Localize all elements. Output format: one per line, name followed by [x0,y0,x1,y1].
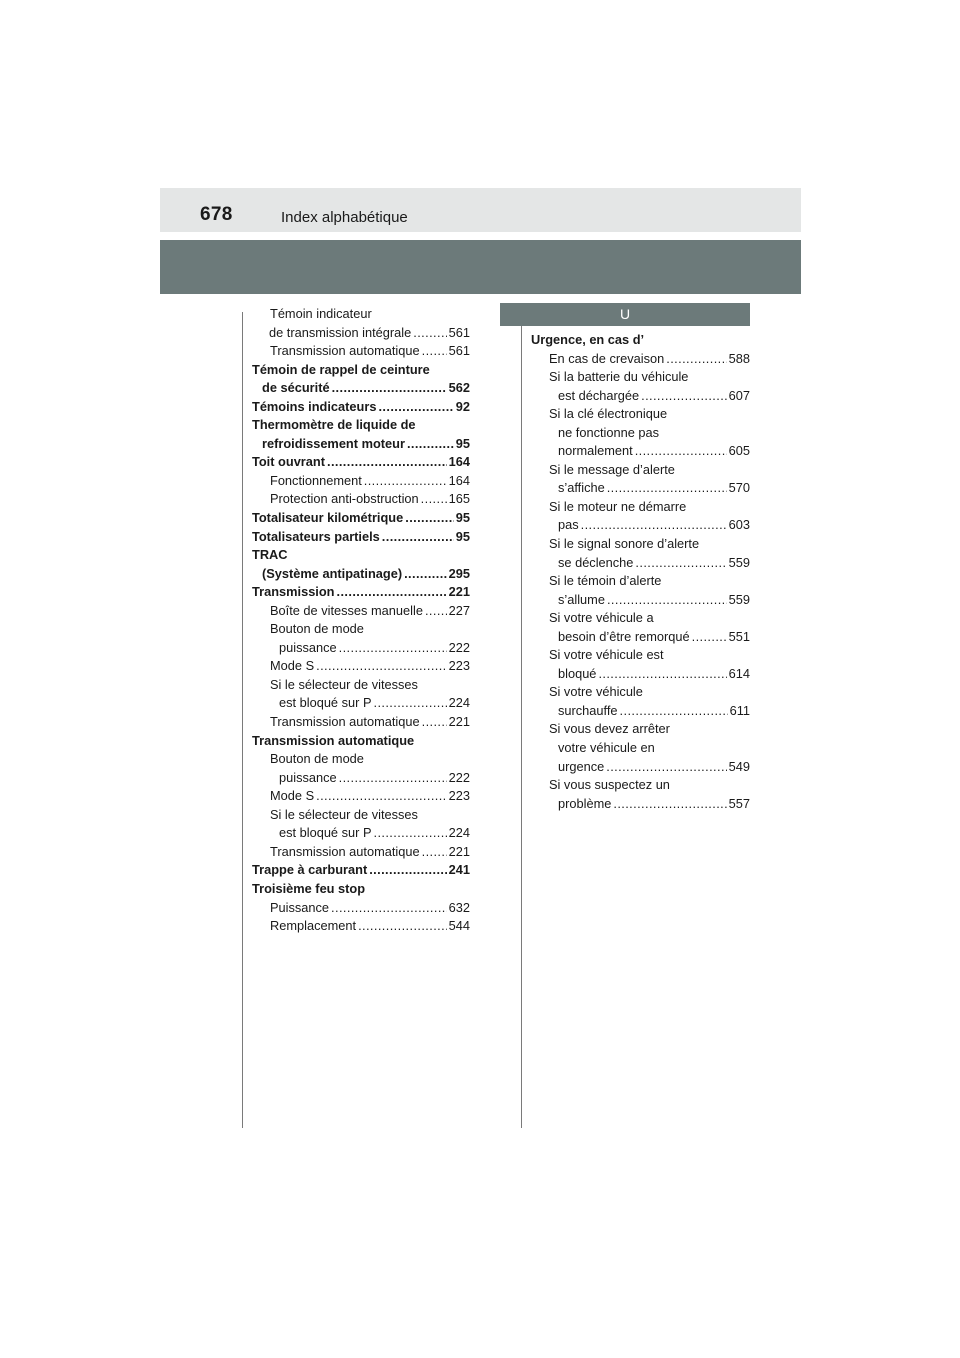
title-bar [160,240,801,294]
index-entry-page: 222 [448,769,470,785]
index-entry [531,646,750,665]
dot-leader [404,565,447,584]
index-entry-text: Protection anti-obstruction [270,491,419,507]
page-number: 678 [200,204,233,225]
index-entry [252,528,470,547]
index-entry [252,732,470,751]
dot-leader [422,843,447,862]
dot-leader [692,628,727,647]
index-entry-page: 551 [728,628,750,644]
index-entry [252,565,470,584]
index-entry-text: Transmission automatique [270,343,420,359]
index-entry-text: Boîte de vitesses manuelle [270,602,423,618]
dot-leader [405,509,454,528]
index-entry-text: Remplacement [270,918,357,934]
index-entry-text: Si le signal sonore d’alerte [549,536,700,552]
index-entry [252,750,470,769]
dot-leader [598,665,726,684]
index-entry-text: est bloqué sur P [279,695,372,711]
index-entry-text: Si votre véhicule a [549,610,654,626]
index-entry [252,899,470,918]
index-entry [252,324,470,343]
index-entry-text: s’allume [558,591,605,607]
index-entry [252,379,470,398]
index-entry-text: Puissance [270,899,330,915]
index-entry [252,546,470,565]
index-entry-page: 224 [448,695,470,711]
index-entry-page: 544 [448,918,470,934]
index-entry-page: 549 [728,758,750,774]
index-entry-text: Témoins indicateurs [252,398,377,414]
index-entry-page: 221 [448,843,470,859]
dot-leader [358,917,447,936]
index-entry-text: Si le moteur ne démarre [549,498,687,514]
index-entry-text: ne fonctionne pas [558,424,660,440]
dot-leader [407,435,454,454]
index-entry-text: est déchargée [558,387,640,403]
dot-leader [421,490,447,509]
index-entry-text: Témoin de rappel de ceinture [252,361,430,377]
index-entry-page: 95 [455,510,470,526]
index-entry-page: 559 [728,554,750,570]
dot-leader [339,769,447,788]
index-entry-text: s’affiche [558,480,605,496]
dot-leader [373,824,446,843]
index-entry-text: refroidissement moteur [262,435,405,451]
index-entry-text: Si le sélecteur de vitesses [270,806,418,822]
index-entry-text: Témoin indicateur [270,306,372,321]
left-column-rule [242,312,243,1128]
index-entry-text: Fonctionnement [270,472,362,488]
index-entry-page: 221 [448,584,470,600]
index-entry-page: 561 [448,324,470,340]
index-entry-text: votre véhicule en [558,740,655,756]
index-entry-text: Transmission automatique [252,732,415,748]
index-entry [252,713,470,732]
dot-leader [425,602,447,621]
index-entry [531,776,750,795]
index-entry [531,461,750,480]
dot-leader [332,379,447,398]
index-entry [252,509,470,528]
dot-leader [422,713,447,732]
dot-leader [635,442,727,461]
index-entry [252,602,470,621]
right-column-rule [521,312,522,1128]
index-entry-text: Totalisateurs partiels [252,528,380,544]
index-entry [252,490,470,509]
index-entry-text: Trappe à carburant [252,862,368,878]
index-entry [531,554,750,573]
index-entry [531,535,750,554]
index-entry-text: Mode S [270,788,315,804]
dot-leader [422,342,447,361]
index-entry-page: 223 [448,788,470,804]
index-entry [531,387,750,406]
index-entry-text: Si vous suspectez un [549,777,670,793]
index-entry [531,350,750,369]
index-entry-text: Totalisateur kilométrique [252,510,404,526]
index-entry-text: En cas de crevaison [549,350,665,366]
index-entry [252,398,470,417]
dot-leader [382,528,454,547]
index-entry-page: 570 [728,480,750,496]
dot-leader [666,350,726,369]
index-entry-text: besoin d’être remorqué [558,628,690,644]
index-entry [252,435,470,454]
index-entry-page: 227 [448,602,470,618]
letter-heading: U [500,303,750,326]
index-entry-text: Si le message d’alerte [549,461,675,477]
index-entry-page: 557 [728,795,750,811]
index-entry-page: 295 [448,565,470,581]
index-entry [252,861,470,880]
index-entry [531,628,750,647]
index-entry-page: 221 [448,714,470,730]
index-entry [531,702,750,721]
index-column-left [252,305,470,936]
index-entry-text: bloqué [558,665,597,681]
index-entry [252,620,470,639]
index-entry [531,331,750,350]
index-entry-page: 164 [448,454,470,470]
index-entry-text: Troisième feu stop [252,880,366,896]
dot-leader [378,398,453,417]
index-entry-text: (Système antipatinage) [262,565,403,581]
index-entry [252,342,470,361]
index-entry-text: puissance [279,639,337,655]
index-entry [531,368,750,387]
index-entry-page: 241 [448,862,470,878]
dot-leader [364,472,447,491]
index-entry-page: 223 [448,658,470,674]
index-entry-text: Si votre véhicule [549,684,643,700]
index-entry-page: 561 [448,343,470,359]
index-entry [252,880,470,899]
index-entry-text: normalement [558,443,633,459]
index-entry [252,694,470,713]
index-entry-text: Si le sélecteur de vitesses [270,676,418,692]
dot-leader [606,758,726,777]
index-entry [252,676,470,695]
index-entry [531,442,750,461]
index-entry-page: 607 [728,387,750,403]
index-entry [252,416,470,435]
index-entry-text: puissance [279,769,337,785]
index-entry-text: problème [558,795,612,811]
index-entry-text: Thermomètre de liquide de [252,417,416,433]
index-entry-page: 165 [448,491,470,507]
dot-leader [581,516,727,535]
index-entry [252,824,470,843]
index-entry [531,498,750,517]
index-entry-text: Toit ouvrant [252,454,325,470]
dot-leader [620,702,728,721]
index-entry-text: Si vous devez arrêter [549,721,670,737]
dot-leader [316,787,447,806]
index-entry [531,795,750,814]
dot-leader [613,795,726,814]
index-entry-text: TRAC [252,547,288,563]
index-entry-text: se déclenche [558,554,634,570]
index-entry [252,639,470,658]
index-entry-text: Si la clé électronique [549,406,668,422]
dot-leader [339,639,447,658]
dot-leader [331,899,447,918]
header-band [160,188,801,232]
index-entry [531,739,750,758]
index-entry [252,769,470,788]
index-entry-text: Transmission automatique [270,714,420,730]
section-title: Index alphabétique [281,209,408,226]
index-entry-text: Urgence, en cas d’ [531,332,645,347]
index-entry-page: 95 [455,528,470,544]
dot-leader [607,479,727,498]
index-entry-page: 559 [728,591,750,607]
index-entry [531,609,750,628]
index-entry [531,720,750,739]
dot-leader [337,583,447,602]
dot-leader [413,324,446,343]
index-entry [252,305,470,324]
index-entry [252,657,470,676]
dot-leader [607,591,727,610]
index-entry-page: 164 [448,472,470,488]
index-entry-text: Bouton de mode [270,751,364,767]
index-entry-page: 605 [728,443,750,459]
dot-leader [327,453,447,472]
index-entry-text: est bloqué sur P [279,825,372,841]
index-entry [252,583,470,602]
dot-leader [635,554,726,573]
index-entry-page: 632 [448,899,470,915]
index-entry-text: Si la batterie du véhicule [549,369,689,385]
dot-leader [641,387,727,406]
index-entry [531,572,750,591]
index-entry-text: Bouton de mode [270,621,364,637]
index-entry-page: 92 [455,398,470,414]
dot-leader [369,861,446,880]
index-entry-page: 611 [729,702,750,718]
index-entry-page: 222 [448,639,470,655]
index-entry-text: de transmission intégrale [269,324,412,340]
index-entry-page: 588 [728,350,750,366]
index-entry-text: Transmission [252,584,335,600]
index-entry-text: urgence [558,758,605,774]
index-entry-page: 562 [448,380,470,396]
index-entry [531,665,750,684]
index-entry [531,591,750,610]
index-entry [252,917,470,936]
index-entry-text: Si votre véhicule est [549,647,664,663]
index-entry [531,516,750,535]
index-entry [531,405,750,424]
index-entry [252,787,470,806]
index-entry [252,453,470,472]
index-entry [531,479,750,498]
index-entry-page: 603 [728,517,750,533]
dot-leader [373,694,446,713]
index-entry [252,843,470,862]
index-entry-text: Transmission automatique [270,843,420,859]
index-column-right [531,305,750,813]
index-entry-text: surchauffe [558,702,618,718]
index-entry-page: 95 [455,435,470,451]
index-entry-page: 224 [448,825,470,841]
index-entry-text: Si le témoin d’alerte [549,573,662,589]
dot-leader [316,657,447,676]
index-entry-text: de sécurité [262,380,330,396]
index-entry [531,424,750,443]
index-entry [252,361,470,380]
index-entry [531,758,750,777]
index-entry-page: 614 [728,665,750,681]
index-entry [252,806,470,825]
index-entry-text: pas [558,517,579,533]
index-entry-text: Mode S [270,658,315,674]
index-entry [252,472,470,491]
index-entry [531,683,750,702]
